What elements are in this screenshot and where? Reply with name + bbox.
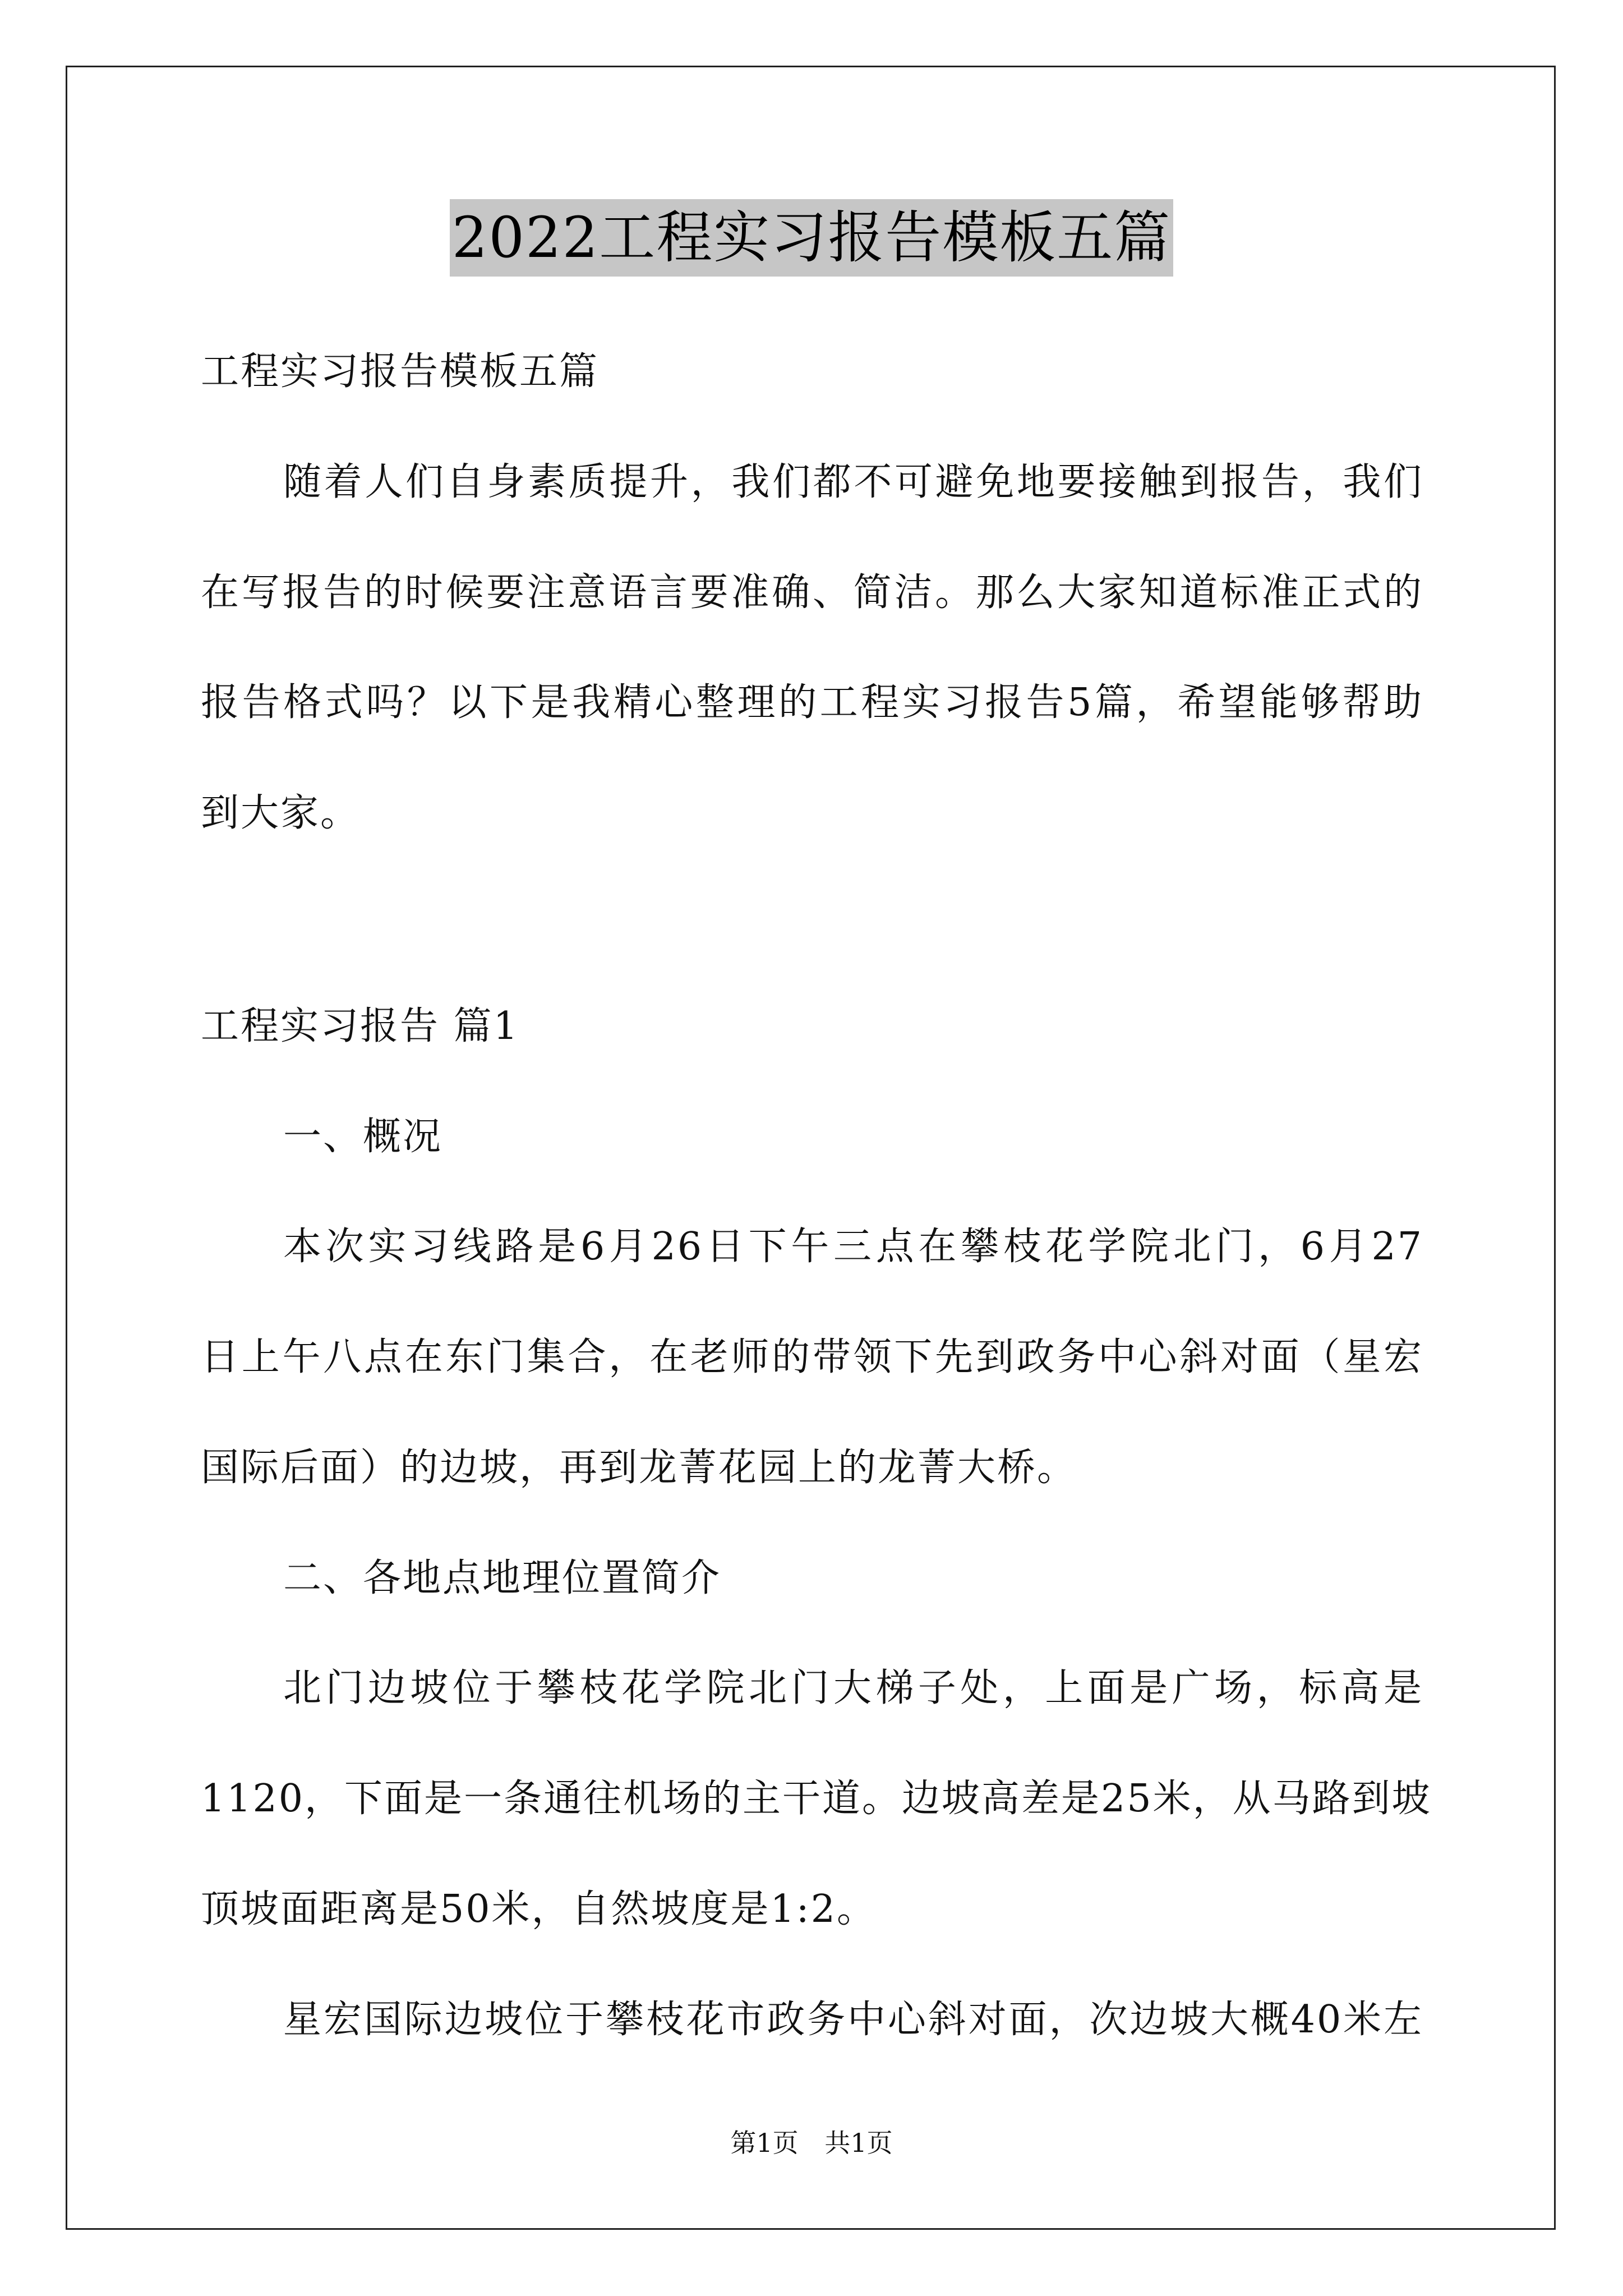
paragraph-line: 随着人们自身素质提升，我们都不可避免地要接触到报告，我们 [283,460,1423,504]
subtitle-line: 工程实习报告模板五篇 [201,349,600,394]
title-area [0,199,1623,277]
page-footer [0,2126,1623,2160]
subsection-heading: 一、概况 [283,1115,443,1159]
document-body [201,314,1432,2045]
paragraph-line: 日上午八点在东门集合，在老师的带领下先到政务中心斜对面（星宏 [201,1335,1423,1379]
paragraph-line: 在写报告的时候要注意语言要准确、简洁。那么大家知道标准正式的 [201,570,1423,615]
paragraph-line: 星宏国际边坡位于攀枝花市政务中心斜对面，次边坡大概40米左 [283,1998,1423,2042]
paragraph-line: 本次实习线路是6月26日下午三点在攀枝花学院北门，6月27 [283,1225,1423,1269]
subsection-heading: 二、各地点地理位置简介 [283,1556,722,1600]
page-number: 第1页 [730,2128,799,2158]
paragraph-line: 北门边坡位于攀枝花学院北门大梯子处，上面是广场，标高是 [283,1666,1423,1710]
page-total: 共1页 [824,2128,893,2158]
paragraph-line: 到大家。 [201,791,361,835]
document-title: 2022工程实习报告模板五篇 [450,199,1174,277]
section-heading: 工程实习报告 篇1 [201,1004,519,1048]
paragraph-line: 顶坡面距离是50米，自然坡度是1:2。 [201,1887,877,1931]
paragraph-line: 国际后面）的边坡，再到龙菁花园上的龙菁大桥。 [201,1446,1077,1490]
paragraph-line: 报告格式吗？以下是我精心整理的工程实习报告5篇，希望能够帮助 [201,680,1423,725]
paragraph-line: 1120，下面是一条通往机场的主干道。边坡高差是25米，从马路到坡 [201,1777,1432,1821]
